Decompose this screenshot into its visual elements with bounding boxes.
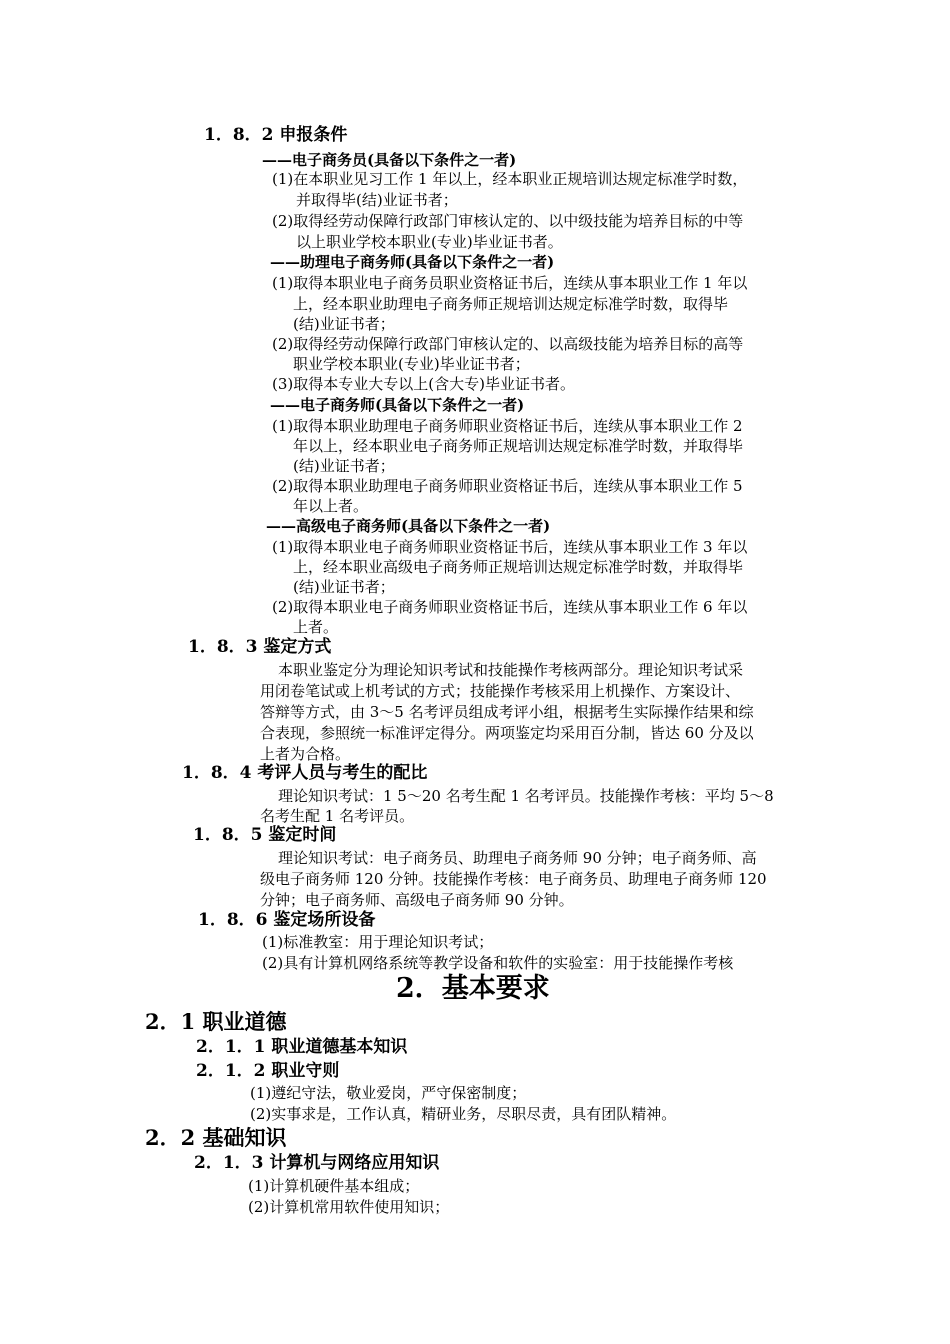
heading-2-1-3: 2．1．3 计算机与网络应用知识 (194, 1153, 440, 1173)
paragraph-line: 合表现，参照统一标准评定得分。两项鉴定均采用百分制，皆达 60 分及以 (260, 724, 754, 742)
list-item-line: (2)取得经劳动保障行政部门审核认定的、以中级技能为培养目标的中等 (272, 212, 744, 230)
group-title-assistant-e-commerce-specialist: ——助理电子商务师(具备以下条件之一者) (270, 253, 555, 271)
list-item-line: 年以上者。 (293, 497, 369, 515)
list-item-line: (2)取得本职业助理电子商务师职业资格证书后，连续从事本职业工作 5 (272, 477, 743, 495)
heading-1-8-2: 1．8．2 申报条件 (204, 125, 348, 145)
group-title-e-commerce-clerk: ——电子商务员(具备以下条件之一者) (262, 151, 517, 169)
list-item-line: (1)在本职业见习工作 1 年以上，经本职业正规培训达规定标准学时数， (272, 170, 748, 188)
list-item-line: (1)计算机硬件基本组成； (248, 1177, 420, 1195)
heading-2-1: 2．1 职业道德 (145, 1009, 287, 1034)
list-item-line: 上者。 (293, 618, 339, 636)
chapter-title-2: 2．基本要求 (396, 973, 550, 1004)
list-item-line: (1)标准教室：用于理论知识考试； (262, 933, 494, 951)
list-item-line: 年以上，经本职业电子商务师正规培训达规定标准学时数，并取得毕 (293, 437, 744, 455)
paragraph-line: 答辩等方式，由 3～5 名考评员组成考评小组，根据考生实际操作结果和综 (260, 703, 754, 721)
heading-1-8-3: 1．8．3 鉴定方式 (188, 637, 332, 657)
list-item-line: (2)具有计算机网络系统等教学设备和软件的实验室：用于技能操作考核 (262, 954, 734, 972)
list-item-line: (结)业证书者； (293, 315, 395, 333)
paragraph-line: 理论知识考试：电子商务员、助理电子商务师 90 分钟；电子商务师、高 (278, 849, 757, 867)
heading-1-8-5: 1．8．5 鉴定时间 (193, 825, 337, 845)
list-item-line: (1)取得本职业电子商务师职业资格证书后，连续从事本职业工作 3 年以 (272, 538, 748, 556)
list-item-line: (2)实事求是，工作认真，精研业务，尽职尽责，具有团队精神。 (250, 1105, 677, 1123)
list-item-line: (2)取得本职业电子商务师职业资格证书后，连续从事本职业工作 6 年以 (272, 598, 748, 616)
list-item-line: 上，经本职业高级电子商务师正规培训达规定标准学时数，并取得毕 (293, 558, 744, 576)
list-item-line: 并取得毕(结)业证书者； (296, 191, 458, 209)
heading-2-1-2: 2．1．2 职业守则 (196, 1061, 340, 1081)
list-item-line: 职业学校本职业(专业)毕业证书者； (293, 355, 530, 373)
list-item-line: (2)取得经劳动保障行政部门审核认定的、以高级技能为培养目标的高等 (272, 335, 744, 353)
paragraph-line: 理论知识考试：1 5～20 名考生配 1 名考评员。技能操作考核：平均 5～8 (278, 787, 774, 805)
list-item-line: (1)取得本职业电子商务员职业资格证书后，连续从事本职业工作 1 年以 (272, 274, 748, 292)
list-item-line: 上，经本职业助理电子商务师正规培训达规定标准学时数，取得毕 (293, 295, 729, 313)
list-item-line: 以上职业学校本职业(专业)毕业证书者。 (296, 233, 563, 251)
list-item-line: (结)业证书者； (293, 578, 395, 596)
group-title-e-commerce-specialist: ——电子商务师(具备以下条件之一者) (270, 396, 525, 414)
paragraph-line: 用闭卷笔试或上机考试的方式；技能操作考核采用上机操作、方案设计、 (260, 682, 741, 700)
paragraph-line: 分钟；电子商务师、高级电子商务师 90 分钟。 (260, 891, 574, 909)
heading-2-1-1: 2．1．1 职业道德基本知识 (196, 1037, 408, 1057)
paragraph-line: 本职业鉴定分为理论知识考试和技能操作考核两部分。理论知识考试采 (278, 661, 744, 679)
heading-1-8-4: 1．8．4 考评人员与考生的配比 (182, 763, 428, 783)
paragraph-line: 上者为合格。 (260, 745, 351, 763)
list-item-line: (1)取得本职业助理电子商务师职业资格证书后，连续从事本职业工作 2 (272, 417, 743, 435)
paragraph-line: 名考生配 1 名考评员。 (260, 807, 415, 825)
paragraph-line: 级电子商务师 120 分钟。技能操作考核：电子商务员、助理电子商务师 120 (260, 870, 767, 888)
list-item-line: (2)计算机常用软件使用知识； (248, 1198, 450, 1216)
heading-2-2: 2．2 基础知识 (145, 1125, 287, 1150)
group-title-senior-e-commerce-specialist: ——高级电子商务师(具备以下条件之一者) (266, 517, 551, 535)
list-item-line: (结)业证书者； (293, 457, 395, 475)
list-item-line: (1)遵纪守法，敬业爱岗，严守保密制度； (250, 1084, 527, 1102)
heading-1-8-6: 1．8．6 鉴定场所设备 (198, 910, 376, 930)
list-item-line: (3)取得本专业大专以上(含大专)毕业证书者。 (272, 375, 575, 393)
